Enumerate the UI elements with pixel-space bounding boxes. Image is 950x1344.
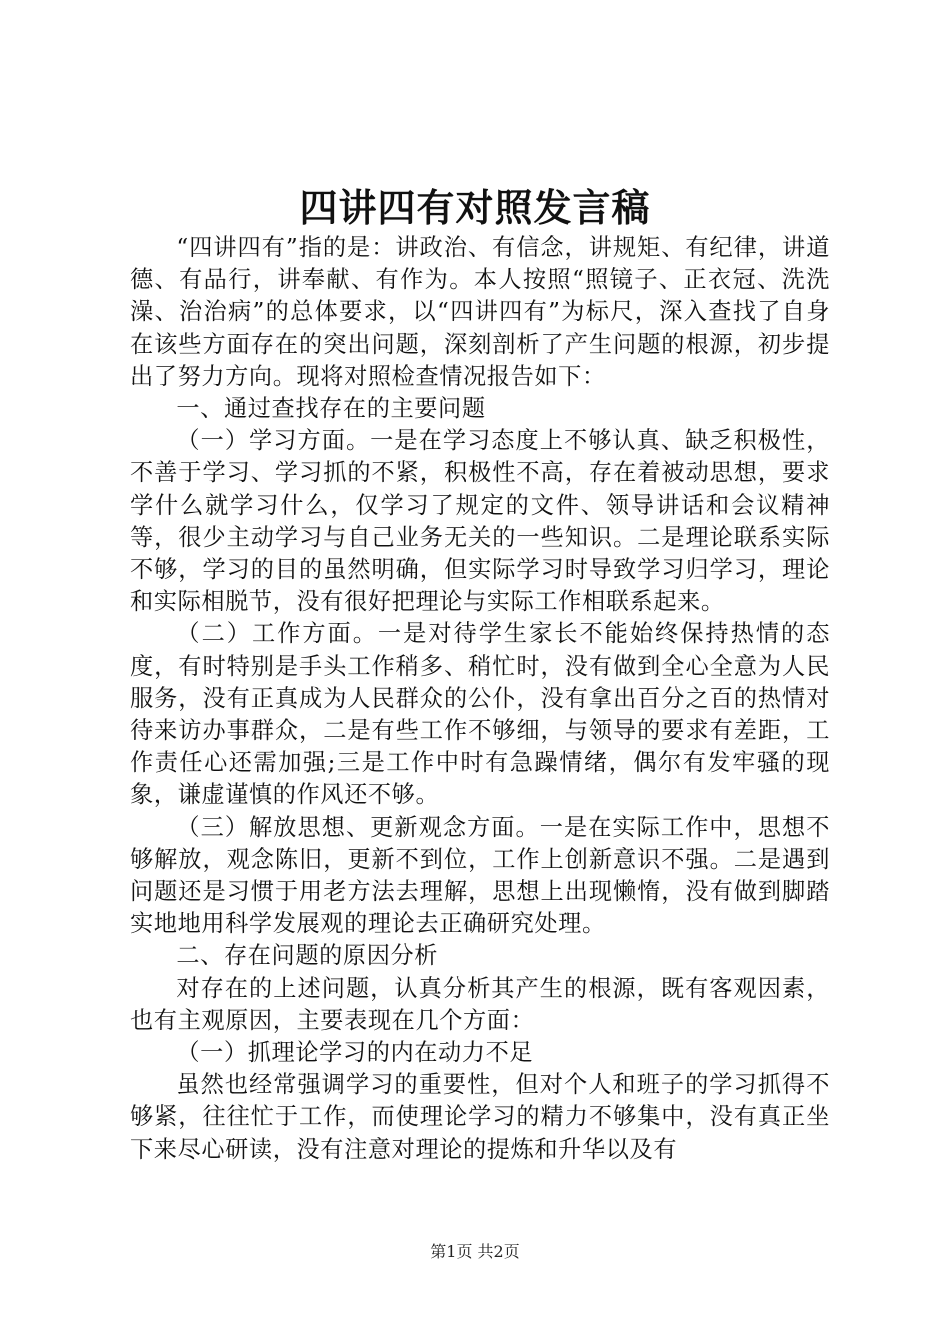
document-body: [130, 232, 830, 1166]
section-heading-problems: 一、通过查找存在的主要问题: [176, 395, 486, 423]
section-heading-causes: 二、存在问题的原因分析: [176, 942, 439, 970]
paragraph-causes-intro: 对存在的上述问题，认真分析其产生的根源，既有客观因素，也有主观原因，主要表现在几个方面：: [130, 974, 830, 1034]
subheading-theory-motivation: （一）抓理论学习的内在动力不足: [176, 1039, 534, 1067]
page-footer: 第1页 共2页: [430, 1242, 520, 1261]
paragraph-thinking: （三）解放思想、更新观念方面。一是在实际工作中，思想不够解放，观念陈旧，更新不到位，工作上创新意识不强。二是遇到问题还是习惯于用老方法去理解，思想上出现懒惰，没有做到脚踏实地地用科学发展观的理论去正确研究处理。: [130, 813, 830, 938]
paragraph-theory-study: 虽然也经常强调学习的重要性，但对个人和班子的学习抓得不够紧，往往忙于工作，而使理论学习的精力不够集中，没有真正坐下来尽心研读，没有注意对理论的提炼和升华以及有: [130, 1071, 830, 1163]
intro-paragraph: “四讲四有”指的是：讲政治、有信念，讲规矩、有纪律，讲道德、有品行，讲奉献、有作为。本人按照“照镜子、正衣冠、洗洗澡、治治病”的总体要求，以“四讲四有”为标尺，深入查找了自身在该些方面存在的突出问题，深刻剖析了产生问题的根源，初步提出了努力方向。现将对照检查情况报告如下：: [130, 234, 830, 390]
paragraph-study: （一）学习方面。一是在学习态度上不够认真、缺乏积极性，不善于学习、学习抓的不紧，积极性不高，存在着被动思想，要求学什么就学习什么，仅学习了规定的文件、领导讲话和会议精神等，很少主动学习与自己业务无关的一些知识。二是理论联系实际不够，学习的目的虽然明确，但实际学习时导致学习归学习，理论和实际相脱节，没有很好把理论与实际工作相联系起来。: [130, 427, 830, 616]
paragraph-work: （二）工作方面。一是对待学生家长不能始终保持热情的态度，有时特别是手头工作稍多、稍忙时，没有做到全心全意为人民服务，没有正真成为人民群众的公仆，没有拿出百分之百的热情对待来访办事群众，二是有些工作不够细，与领导的要求有差距，工作责任心还需加强;三是工作中时有急躁情绪，偶尔有发牢骚的现象，谦虚谨慎的作风还不够。: [130, 620, 830, 809]
document-title: 四讲四有对照发言稿: [299, 185, 651, 230]
